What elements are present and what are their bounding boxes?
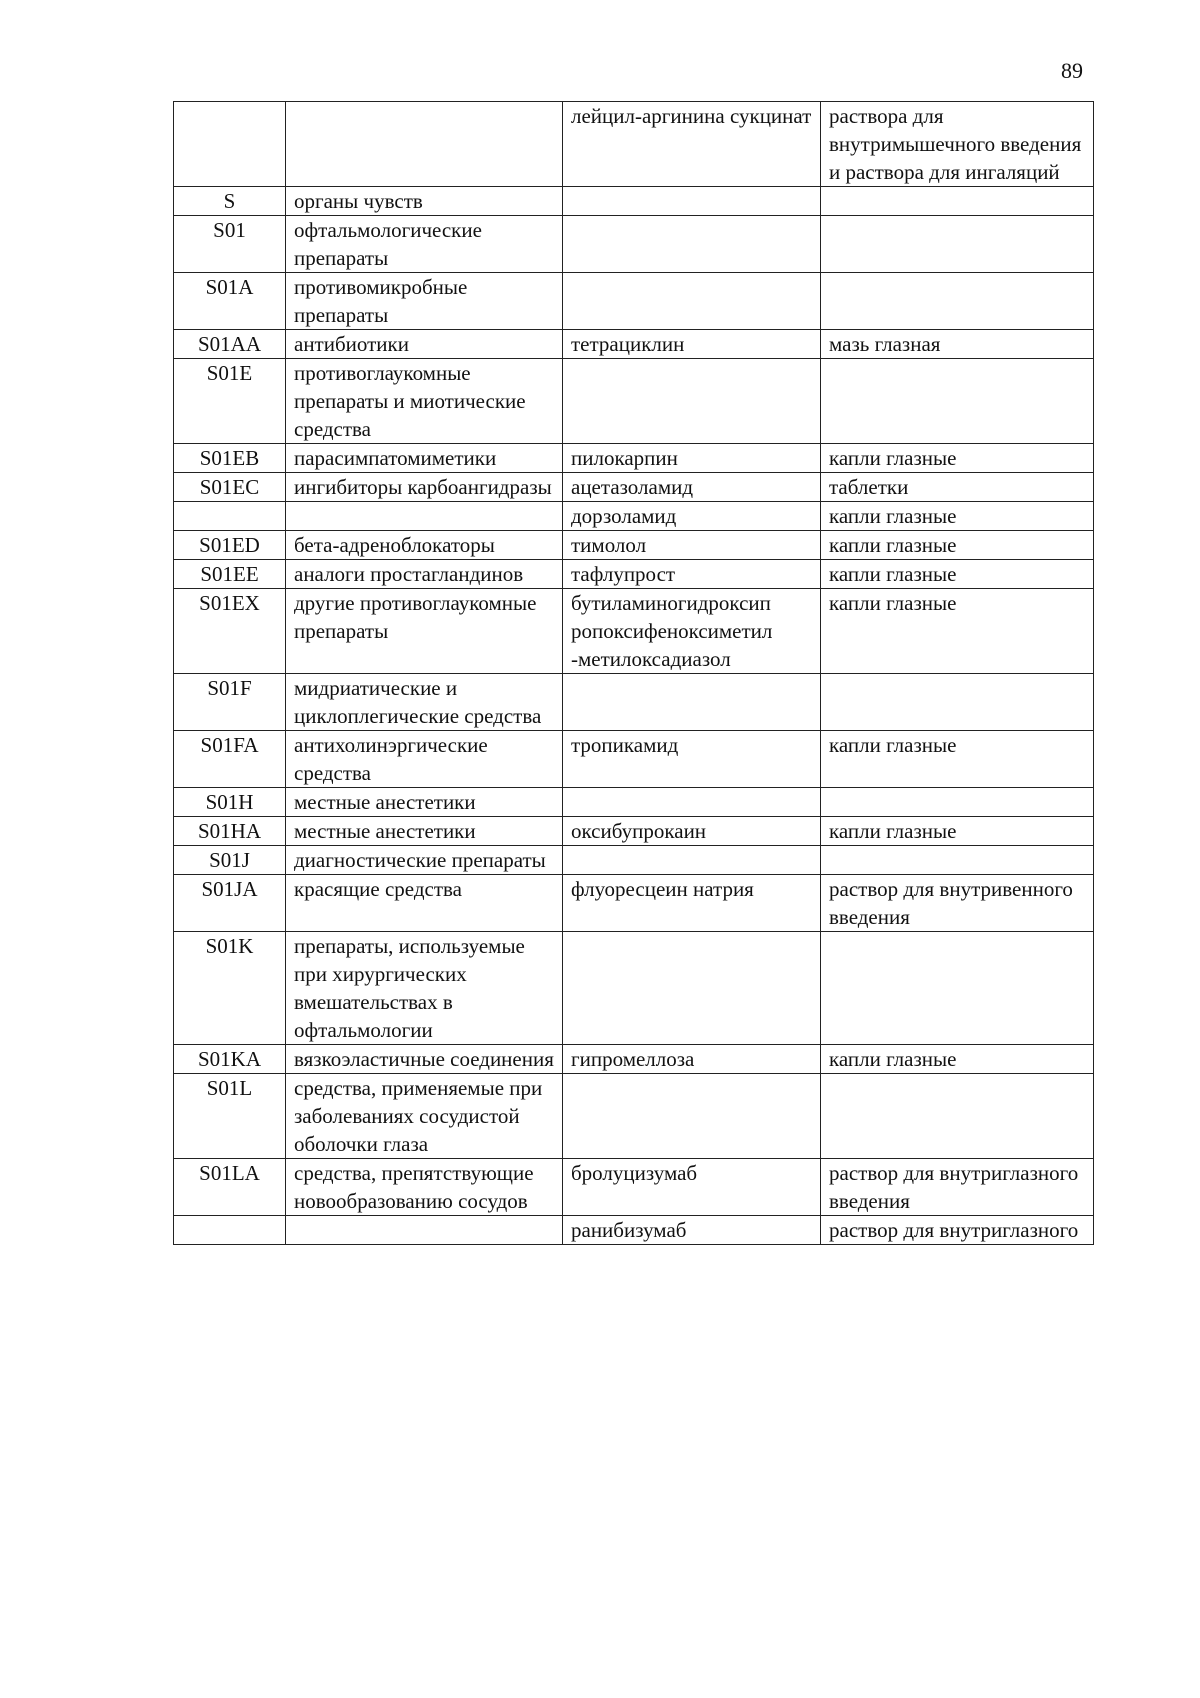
- table-row: [174, 674, 1094, 731]
- atc-code-cell: S01JA: [174, 875, 286, 932]
- table-row: [174, 359, 1094, 444]
- dosage-form-cell: капли глазные: [821, 589, 1094, 674]
- table-row: [174, 589, 1094, 674]
- dosage-form-cell: [821, 216, 1094, 273]
- group-name-cell: красящие средства: [286, 875, 563, 932]
- atc-code-cell: S01EX: [174, 589, 286, 674]
- drug-name-cell: [563, 216, 821, 273]
- dosage-form-cell: [821, 359, 1094, 444]
- atc-code-cell: [174, 102, 286, 187]
- group-name-cell: [286, 502, 563, 531]
- table-row: [174, 1159, 1094, 1216]
- drug-name-cell: бутиламиногидроксип ропоксифеноксиметил -метилоксадиазол: [563, 589, 821, 674]
- atc-code-cell: S01ED: [174, 531, 286, 560]
- atc-code-cell: S01HA: [174, 817, 286, 846]
- table-row: [174, 1045, 1094, 1074]
- group-name-cell: офтальмологические препараты: [286, 216, 563, 273]
- table-row: [174, 473, 1094, 502]
- atc-code-cell: S01EB: [174, 444, 286, 473]
- drug-name-cell: бролуцизумаб: [563, 1159, 821, 1216]
- atc-code-cell: S01: [174, 216, 286, 273]
- dosage-form-cell: капли глазные: [821, 560, 1094, 589]
- group-name-cell: противоглаукомные препараты и миотические средства: [286, 359, 563, 444]
- dosage-form-cell: [821, 674, 1094, 731]
- drug-name-cell: [563, 788, 821, 817]
- drug-name-cell: дорзоламид: [563, 502, 821, 531]
- dosage-form-cell: капли глазные: [821, 444, 1094, 473]
- group-name-cell: средства, препятствующие новообразованию сосудов: [286, 1159, 563, 1216]
- atc-code-cell: S: [174, 187, 286, 216]
- table-row: [174, 1074, 1094, 1159]
- group-name-cell: диагностические препараты: [286, 846, 563, 875]
- drug-name-cell: гипромеллоза: [563, 1045, 821, 1074]
- drug-name-cell: [563, 273, 821, 330]
- dosage-form-cell: капли глазные: [821, 502, 1094, 531]
- page-number: 89: [1061, 58, 1083, 83]
- atc-code-cell: S01AA: [174, 330, 286, 359]
- group-name-cell: органы чувств: [286, 187, 563, 216]
- dosage-form-cell: [821, 846, 1094, 875]
- atc-code-cell: S01E: [174, 359, 286, 444]
- drug-classification-table: [173, 101, 1094, 1245]
- dosage-form-cell: [821, 788, 1094, 817]
- dosage-form-cell: [821, 187, 1094, 216]
- atc-code-cell: S01EC: [174, 473, 286, 502]
- atc-code-cell: S01L: [174, 1074, 286, 1159]
- drug-name-cell: тимолол: [563, 531, 821, 560]
- dosage-form-cell: капли глазные: [821, 731, 1094, 788]
- atc-code-cell: [174, 502, 286, 531]
- drug-name-cell: [563, 359, 821, 444]
- table-row: [174, 875, 1094, 932]
- table-row: [174, 444, 1094, 473]
- table-row: [174, 502, 1094, 531]
- atc-code-cell: [174, 1216, 286, 1245]
- drug-name-cell: тетрациклин: [563, 330, 821, 359]
- atc-code-cell: S01F: [174, 674, 286, 731]
- dosage-form-cell: капли глазные: [821, 531, 1094, 560]
- group-name-cell: препараты, используемые при хирургических вмешательствах в офтальмологии: [286, 932, 563, 1045]
- drug-name-cell: флуоресцеин натрия: [563, 875, 821, 932]
- group-name-cell: [286, 102, 563, 187]
- atc-code-cell: S01KA: [174, 1045, 286, 1074]
- atc-code-cell: S01FA: [174, 731, 286, 788]
- table-row: [174, 817, 1094, 846]
- drug-name-cell: лейцил-аргинина сукцинат: [563, 102, 821, 187]
- atc-code-cell: S01EE: [174, 560, 286, 589]
- dosage-form-cell: раствора для внутримышечного введения и раствора для ингаляций: [821, 102, 1094, 187]
- dosage-form-cell: раствор для внутриглазного введения: [821, 1159, 1094, 1216]
- group-name-cell: ингибиторы карбоангидразы: [286, 473, 563, 502]
- group-name-cell: противомикробные препараты: [286, 273, 563, 330]
- group-name-cell: парасимпатомиметики: [286, 444, 563, 473]
- table-row: [174, 788, 1094, 817]
- dosage-form-cell: [821, 1074, 1094, 1159]
- group-name-cell: средства, применяемые при заболеваниях сосудистой оболочки глаза: [286, 1074, 563, 1159]
- group-name-cell: местные анестетики: [286, 788, 563, 817]
- table-row: [174, 846, 1094, 875]
- table-row: [174, 330, 1094, 359]
- atc-code-cell: S01K: [174, 932, 286, 1045]
- drug-name-cell: [563, 187, 821, 216]
- table-row: [174, 560, 1094, 589]
- table-row: [174, 187, 1094, 216]
- atc-code-cell: S01A: [174, 273, 286, 330]
- table-row: [174, 102, 1094, 187]
- table-row: [174, 932, 1094, 1045]
- group-name-cell: [286, 1216, 563, 1245]
- drug-name-cell: тафлупрост: [563, 560, 821, 589]
- table-body: [174, 102, 1094, 1245]
- table-row: [174, 216, 1094, 273]
- drug-name-cell: [563, 932, 821, 1045]
- drug-name-cell: оксибупрокаин: [563, 817, 821, 846]
- group-name-cell: вязкоэластичные соединения: [286, 1045, 563, 1074]
- drug-name-cell: тропикамид: [563, 731, 821, 788]
- dosage-form-cell: раствор для внутриглазного: [821, 1216, 1094, 1245]
- atc-code-cell: S01LA: [174, 1159, 286, 1216]
- table-row: [174, 731, 1094, 788]
- drug-name-cell: [563, 846, 821, 875]
- drug-name-cell: ацетазоламид: [563, 473, 821, 502]
- table-row: [174, 273, 1094, 330]
- group-name-cell: антихолинэргические средства: [286, 731, 563, 788]
- dosage-form-cell: капли глазные: [821, 1045, 1094, 1074]
- atc-code-cell: S01J: [174, 846, 286, 875]
- group-name-cell: антибиотики: [286, 330, 563, 359]
- dosage-form-cell: мазь глазная: [821, 330, 1094, 359]
- drug-name-cell: пилокарпин: [563, 444, 821, 473]
- atc-code-cell: S01H: [174, 788, 286, 817]
- drug-name-cell: ранибизумаб: [563, 1216, 821, 1245]
- group-name-cell: другие противоглаукомные препараты: [286, 589, 563, 674]
- group-name-cell: мидриатические и циклоплегические средства: [286, 674, 563, 731]
- table-row: [174, 531, 1094, 560]
- drug-name-cell: [563, 1074, 821, 1159]
- dosage-form-cell: таблетки: [821, 473, 1094, 502]
- dosage-form-cell: [821, 273, 1094, 330]
- group-name-cell: местные анестетики: [286, 817, 563, 846]
- table-row: [174, 1216, 1094, 1245]
- group-name-cell: аналоги простагландинов: [286, 560, 563, 589]
- dosage-form-cell: раствор для внутривенного введения: [821, 875, 1094, 932]
- dosage-form-cell: капли глазные: [821, 817, 1094, 846]
- drug-name-cell: [563, 674, 821, 731]
- dosage-form-cell: [821, 932, 1094, 1045]
- group-name-cell: бета-адреноблокаторы: [286, 531, 563, 560]
